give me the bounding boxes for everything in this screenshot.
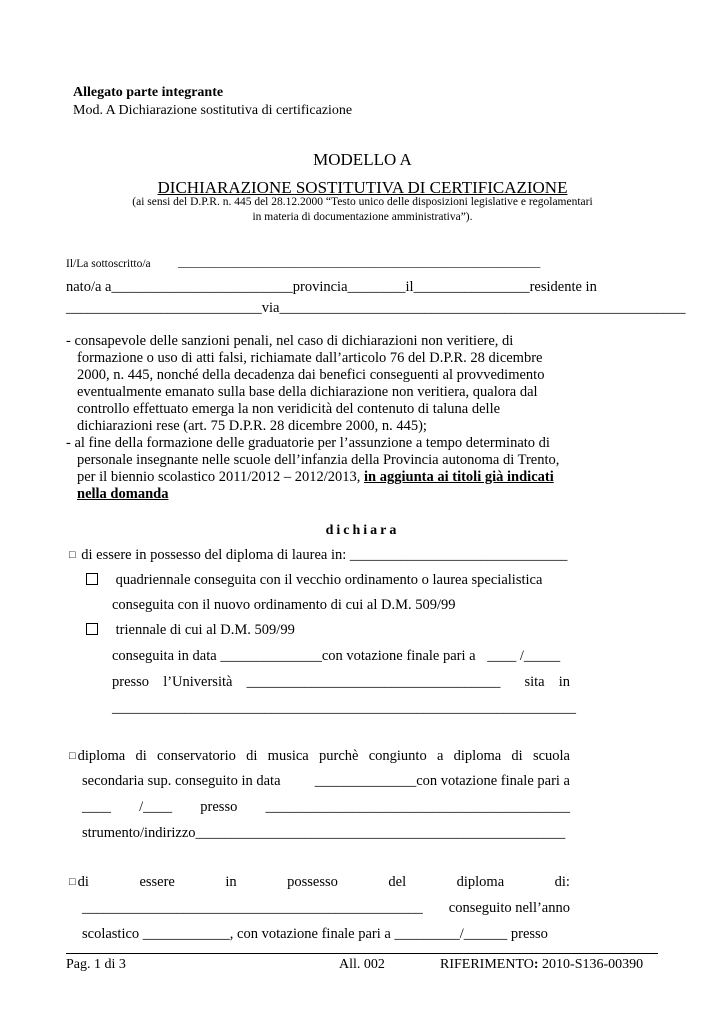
- nascita-row: [66, 279, 597, 296]
- conservatorio-word: [69, 748, 125, 765]
- residenza-field[interactable]: ___________________________: [66, 300, 262, 316]
- quadriennale-text: quadriennale conseguita con il vecchio ordinamento o laurea specialistica: [115, 572, 543, 588]
- altro-word: [69, 874, 89, 891]
- altro-word: di:: [554, 874, 570, 890]
- conservatorio-word: conservatorio: [156, 748, 236, 764]
- footer-divider: [66, 953, 658, 954]
- laurea-data-row: [112, 648, 560, 665]
- altro-word: diploma: [456, 874, 505, 890]
- allegato-number: All. 002: [339, 957, 385, 972]
- il-label: il: [405, 279, 414, 295]
- allegato-label: Allegato parte integrante: [73, 85, 224, 100]
- premessa-text: per il biennio scolastico 2011/2012 – 2012/2013,: [77, 469, 361, 485]
- universita-label: l’Università: [163, 674, 233, 690]
- conservatorio-row-1: [69, 748, 570, 765]
- residenza-row: [66, 300, 686, 317]
- checkbox-square-icon[interactable]: □: [69, 549, 76, 561]
- conservatorio-row-2: [82, 773, 570, 790]
- conservatorio-word: scuola: [532, 748, 570, 764]
- legal-note-line-2: in materia di documentazione amministrativa”).: [252, 211, 473, 223]
- laurea-text: di essere in possesso del diploma di laurea in: ______________________________: [81, 547, 568, 563]
- conservatorio-word: di: [511, 748, 523, 764]
- altro-word: possesso: [287, 874, 338, 890]
- conservatorio-word: musica: [267, 748, 309, 764]
- universita-luogo-field[interactable]: ________________________________________________________________: [112, 700, 576, 716]
- conservatorio-word: purchè: [319, 748, 359, 764]
- altro-row-1: [69, 874, 570, 891]
- dichiara-heading: dichiara: [325, 523, 400, 538]
- altro-word: del: [388, 874, 407, 890]
- residente-label: residente in: [529, 279, 597, 295]
- triennale-checkbox[interactable]: [86, 623, 98, 635]
- quadriennale-checkbox[interactable]: [86, 573, 98, 585]
- conservatorio-word: di: [246, 748, 258, 764]
- conservatorio-word: congiunto: [368, 748, 427, 764]
- altro-text: di: [77, 874, 89, 890]
- nato-label: nato/a a: [66, 279, 112, 295]
- via-label: via: [261, 300, 280, 316]
- premessa-bold-line: nella domanda: [77, 486, 169, 502]
- votazione-field[interactable]: ____ /_____: [487, 648, 561, 664]
- dichiarazione-title: DICHIARAZIONE SOSTITUTIVA DI CERTIFICAZIONE: [157, 178, 568, 197]
- page-number: Pag. 1 di 3: [66, 957, 126, 972]
- premessa-line: 2000, n. 445, nonché della decadenza dai benefici conseguenti al provvedimento: [77, 367, 545, 383]
- universita-field[interactable]: ___________________________________: [246, 674, 501, 690]
- altro-row-2: [82, 900, 570, 917]
- sita-label: sita: [524, 674, 545, 690]
- checkbox-square-icon[interactable]: □: [69, 876, 76, 888]
- quadriennale-option: [86, 572, 542, 589]
- presso-label: presso: [112, 674, 150, 690]
- conservatorio-presso-label: presso: [200, 799, 238, 815]
- altro-word: in: [225, 874, 237, 890]
- legal-note-line-1: (ai sensi del D.P.R. n. 445 del 28.12.2000 “Testo unico delle disposizioni legislative e regolamentari: [132, 196, 593, 208]
- altro-anno-label: conseguito nell’anno: [448, 900, 570, 916]
- premessa-line: controllo effettuato emerga la non veridicità del contenuto di taluna delle: [77, 401, 501, 417]
- altro-row-3[interactable]: scolastico ____________, con votazione finale pari a _________/______ presso: [82, 926, 548, 942]
- universita-row: [112, 674, 570, 691]
- conservatorio-data-label: secondaria sup. conseguito in data: [82, 773, 281, 789]
- triennale-option: [86, 622, 295, 639]
- premessa-bold-text: in aggiunta ai titoli già indicati: [364, 469, 554, 485]
- data-nascita-field[interactable]: ________________: [413, 279, 530, 295]
- conservatorio-word: diploma: [453, 748, 502, 764]
- quadriennale-text-2: conseguita con il nuovo ordinamento di cui al D.M. 509/99: [112, 597, 456, 613]
- premessa-line: - al fine della formazione delle graduatorie per l’assunzione a tempo determinato di: [66, 435, 550, 451]
- votazione-label[interactable]: ______________con votazione finale pari a: [220, 648, 476, 664]
- sottoscritto-label: Il/La sottoscritto/a: [66, 258, 151, 270]
- via-field[interactable]: ________________________________________________________: [279, 300, 686, 316]
- strumento-field[interactable]: strumento/indirizzo___________________________________________________: [82, 825, 566, 841]
- altro-diploma-field[interactable]: _______________________________________________: [82, 900, 423, 916]
- provincia-field[interactable]: ________: [347, 279, 406, 295]
- conservatorio-text: diploma: [77, 748, 126, 764]
- conservatorio-row-3: [82, 799, 570, 816]
- conservatorio-votazione[interactable]: ______________con votazione finale pari a: [314, 773, 570, 789]
- altro-word: essere: [139, 874, 175, 890]
- premessa-sanzioni: [66, 333, 571, 503]
- modello-title: MODELLO A: [313, 150, 412, 169]
- legal-note: [0, 195, 725, 225]
- premessa-line: - consapevole delle sanzioni penali, nel caso di dichiarazioni non veritiere, di: [66, 333, 514, 349]
- premessa-line-mixed: [66, 469, 571, 486]
- conservatorio-word: a: [436, 748, 444, 764]
- riferimento-value: 2010-S136-00390: [542, 957, 644, 972]
- premessa-line: eventualmente emanato sulla base della dichiarazione non veritiera, qualora dal: [77, 384, 538, 400]
- riferimento-label: RIFERIMENTO: [440, 957, 534, 972]
- conservatorio-word: di: [135, 748, 147, 764]
- nato-field[interactable]: _________________________: [111, 279, 293, 295]
- conservatorio-presso-field[interactable]: __________________________________________: [265, 799, 570, 815]
- in-label: in: [558, 674, 570, 690]
- conservatorio-voto-field-2[interactable]: /____: [139, 799, 173, 815]
- premessa-line: formazione o uso di atti falsi, richiamate dall’articolo 76 del D.P.R. 28 dicembre: [77, 350, 543, 366]
- triennale-text: triennale di cui al D.M. 509/99: [115, 622, 295, 638]
- riferimento: [440, 957, 643, 973]
- provincia-label: provincia: [292, 279, 348, 295]
- riferimento-colon: :: [533, 957, 539, 972]
- checkbox-square-icon[interactable]: □: [69, 750, 76, 762]
- mod-label: Mod. A Dichiarazione sostitutiva di certificazione: [73, 103, 353, 118]
- premessa-line: dichiarazioni rese (art. 75 D.P.R. 28 dicembre 2000, n. 445);: [77, 418, 427, 434]
- conservatorio-voto-field[interactable]: ____: [82, 799, 111, 815]
- conseguita-label: conseguita in data: [112, 648, 217, 664]
- laurea-item: [69, 547, 567, 564]
- sottoscritto-field[interactable]: _______________________________________________________________: [178, 257, 541, 269]
- premessa-line: personale insegnante nelle scuole dell’infanzia della Provincia autonoma di Trento,: [77, 452, 560, 468]
